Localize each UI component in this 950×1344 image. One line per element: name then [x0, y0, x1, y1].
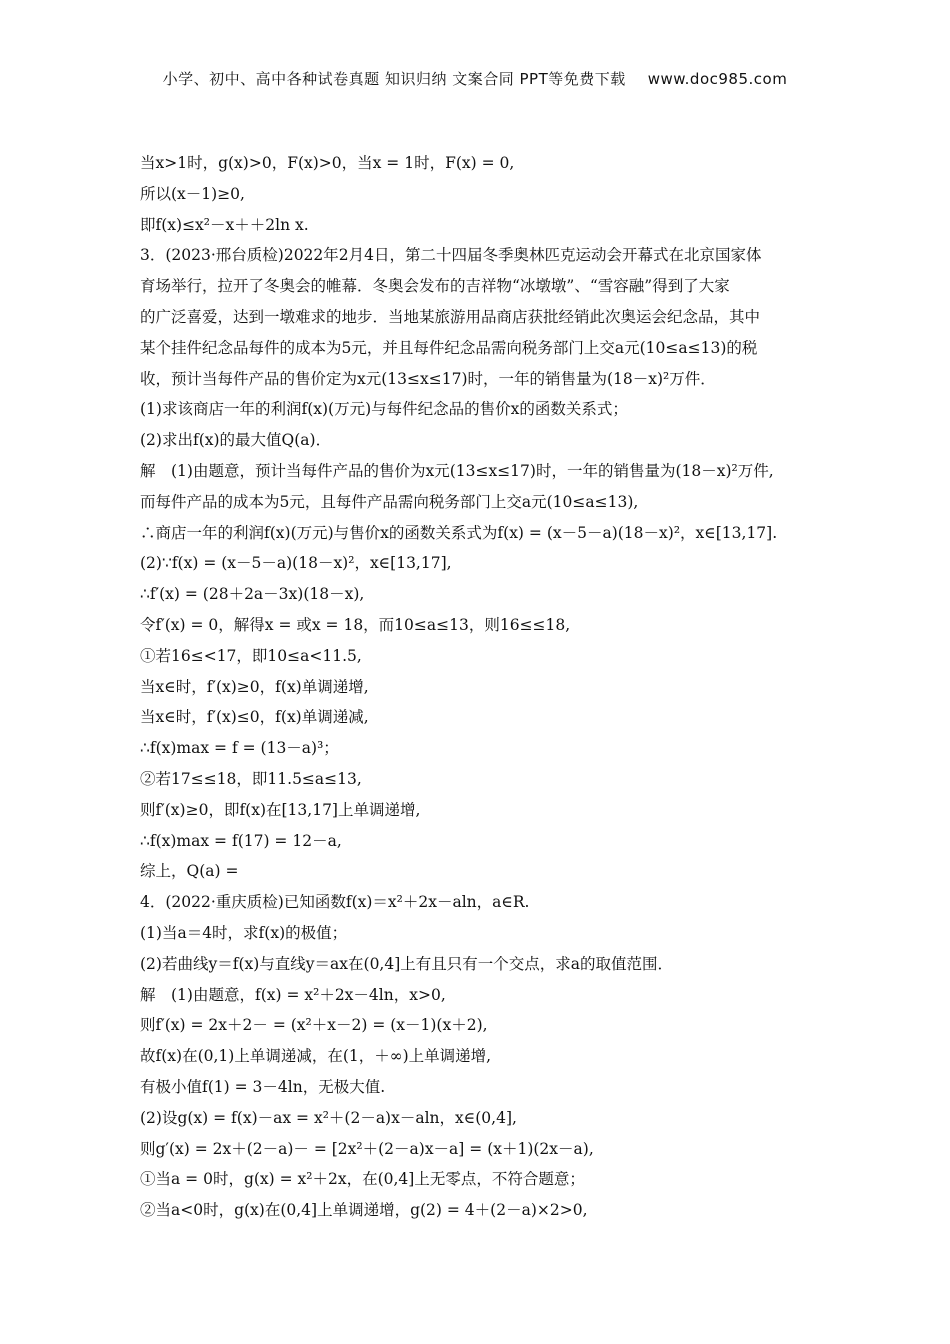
solution-line: ∴f(x)max = f(17) = 12－a,	[140, 831, 342, 850]
solution-line: 解 (1)由题意，f(x) = x²＋2x－4ln，x>0,	[140, 985, 446, 1004]
text-line: 即f(x)≤x²－x＋＋2ln x.	[140, 215, 309, 234]
problem-4-question-2: (2)若曲线y＝f(x)与直线y＝ax在(0,4]上有且只有一个交点，求a的取值范围．	[140, 954, 674, 973]
solution-line: 解 (1)由题意，预计当每件产品的售价为x元(13≤x≤17)时，一年的销售量为(18－x)²万件,	[140, 461, 774, 480]
problem-3-line: 某个挂件纪念品每件的成本为5元，并且每件纪念品需向税务部门上交a元(10≤a≤13)的税	[140, 338, 758, 357]
problem-3-line: 收，预计当每件产品的售价定为x元(13≤x≤17)时，一年的销售量为(18－x)²万件．	[140, 369, 716, 388]
solution-line: 综上，Q(a) =	[140, 862, 239, 881]
solution-line: 故f(x)在(0,1)上单调递减，在(1，＋∞)上单调递增,	[140, 1047, 492, 1066]
page-header	[0, 68, 950, 89]
solution-line: 则f′(x)≥0，即f(x)在[13,17]上单调递增,	[140, 800, 421, 819]
solution-line: ①当a = 0时，g(x) = x²＋2x，在(0,4]上无零点，不符合题意；	[140, 1170, 585, 1189]
solution-line: ②若17≤≤18，即11.5≤a≤13,	[140, 769, 362, 788]
solution-line: (2)∵f(x) = (x－5－a)(18－x)²，x∈[13,17],	[140, 554, 452, 573]
solution-line: 而每件产品的成本为5元，且每件产品需向税务部门上交a元(10≤a≤13),	[140, 492, 639, 511]
problem-3-line: 的广泛喜爱，达到一墩难求的地步．当地某旅游用品商店获批经销此次奥运会纪念品，其中	[140, 307, 761, 326]
document-body	[140, 148, 820, 1226]
solution-line: 当x∈时，f′(x)≤0，f(x)单调递减,	[140, 708, 369, 727]
problem-3-question-2: (2)求出f(x)的最大值Q(a)．	[140, 431, 332, 450]
text-line: 所以(x－1)≥0,	[140, 184, 245, 203]
problem-3-question-1: (1)求该商店一年的利润f(x)(万元)与每件纪念品的售价x的函数关系式；	[140, 400, 628, 419]
solution-line: 有极小值f(1) = 3－4ln，无极大值.	[140, 1077, 386, 1096]
solution-line: 当x∈时，f′(x)≥0，f(x)单调递增,	[140, 677, 369, 696]
solution-line: ①若16≤<17，即10≤a<11.5,	[140, 646, 362, 665]
problem-4-question-1: (1)当a＝4时，求f(x)的极值；	[140, 923, 348, 942]
solution-line: 则g′(x) = 2x＋(2－a)－ = [2x²＋(2－a)x－a] = (x＋1)(2x－a),	[140, 1139, 594, 1158]
problem-4-line: 4．(2022·重庆质检)已知函数f(x)＝x²＋2x－aln，a∈R.	[140, 893, 530, 912]
solution-line: 则f′(x) = 2x＋2－ = (x²＋x－2) = (x－1)(x＋2),	[140, 1016, 488, 1035]
problem-3-line: 3．(2023·邢台质检)2022年2月4日，第二十四届冬季奥林匹克运动会开幕式在北京国家体	[140, 246, 762, 265]
solution-line: ∴f(x)max = f = (13－a)³；	[140, 739, 339, 758]
solution-line: ②当a<0时，g(x)在(0,4]上单调递增，g(2) = 4＋(2－a)×2>0,	[140, 1201, 588, 1220]
problem-3-line: 育场举行，拉开了冬奥会的帷幕．冬奥会发布的吉祥物“冰墩墩”、“雪容融”得到了大家	[140, 277, 730, 296]
solution-line: ∴f′(x) = (28＋2a－3x)(18－x),	[140, 585, 365, 604]
text-line: 当x>1时，g(x)>0，F(x)>0，当x = 1时，F(x) = 0,	[140, 154, 515, 172]
header-url[interactable]: www.doc985.com	[647, 70, 788, 88]
solution-line: ∴商店一年的利润f(x)(万元)与售价x的函数关系式为f(x) = (x－5－a)(18－x)²，x∈[13,17].	[140, 523, 778, 542]
solution-line: 令f′(x) = 0，解得x = 或x = 18，而10≤a≤13，则16≤≤18,	[140, 615, 571, 634]
solution-line: (2)设g(x) = f(x)－ax = x²＋(2－a)x－aln，x∈(0,4],	[140, 1108, 517, 1127]
header-text: 小学、初中、高中各种试卷真题 知识归纳 文案合同 PPT等免费下载	[162, 70, 626, 88]
